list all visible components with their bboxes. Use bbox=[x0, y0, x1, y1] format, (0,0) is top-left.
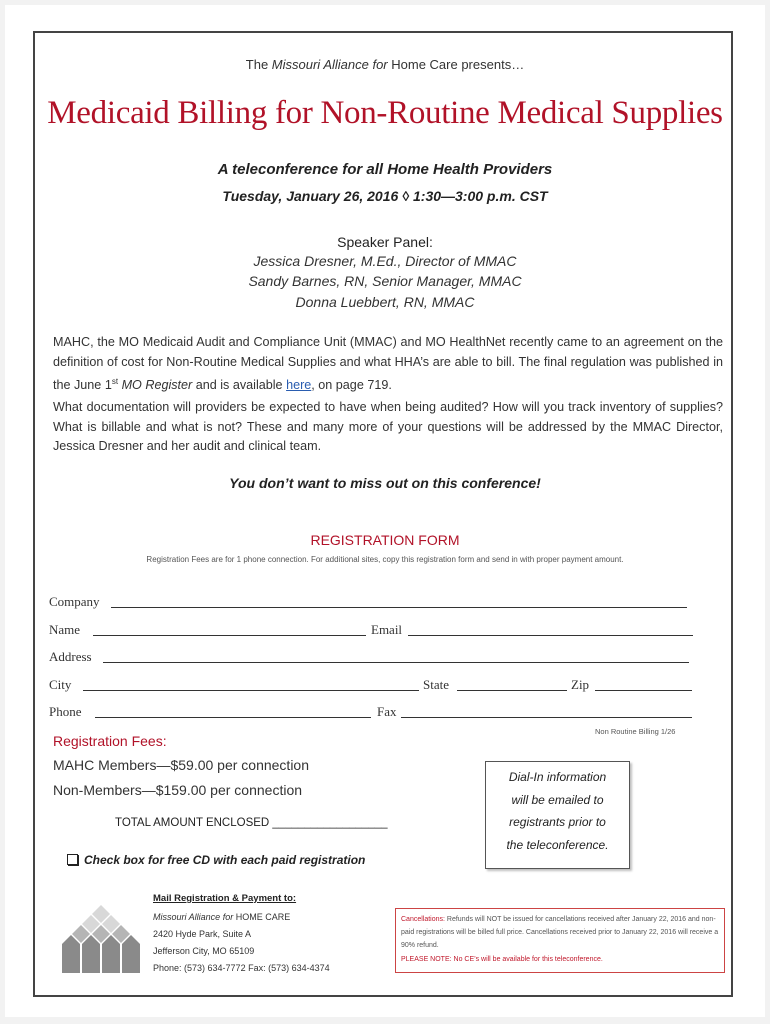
dialin-line-2: will be emailed to bbox=[511, 792, 604, 807]
dialin-line-1: Dial-In information bbox=[508, 770, 607, 784]
event-datetime: Tuesday, January 26, 2016 ◊ 1:30—3:00 p.m. CST bbox=[222, 188, 548, 204]
speaker-panel-heading: Speaker Panel: bbox=[337, 234, 433, 250]
ordinal-suffix: st bbox=[111, 377, 119, 386]
page-title: Medicaid Billing for Non-Routine Medical Supplies bbox=[47, 95, 723, 131]
company-field[interactable] bbox=[111, 607, 687, 608]
city-field[interactable] bbox=[83, 690, 419, 691]
city-label: City bbox=[49, 677, 72, 692]
ce-note: PLEASE NOTE: No CE’s will be available for this teleconference. bbox=[401, 956, 603, 963]
checkbox-label: Check box for free CD with each paid registration bbox=[84, 853, 366, 867]
presents-org: Missouri Alliance for bbox=[271, 57, 388, 72]
dialin-line-3: registrants prior to bbox=[509, 815, 606, 829]
cd-checkbox-row[interactable] bbox=[67, 853, 365, 867]
phone-label: Phone bbox=[49, 704, 82, 719]
email-field[interactable] bbox=[408, 635, 693, 636]
intro-paragraph bbox=[53, 333, 723, 396]
questions-paragraph: What documentation will providers be expected to have when being audited? How will you track inventory of supplies? What is billable and what is not? These and many more of your questions will be addressed by the MMAC Director, Jessica Dresner and her audit and clinical team. bbox=[53, 400, 723, 453]
address-label: Address bbox=[49, 649, 92, 664]
speaker-3: Donna Luebbert, RN, MMAC bbox=[295, 294, 475, 310]
fax-field[interactable] bbox=[401, 717, 692, 718]
total-amount: TOTAL AMOUNT ENCLOSED __________________ bbox=[115, 817, 388, 829]
dialin-line-4: the teleconference. bbox=[506, 837, 609, 852]
cancellation-box bbox=[395, 908, 725, 973]
cancellation-label: Cancellations: bbox=[401, 916, 445, 923]
mail-org bbox=[153, 912, 290, 922]
speaker-1: Jessica Dresner, M.Ed., Director of MMAC bbox=[253, 253, 517, 269]
mail-address-2: Jefferson City, MO 65109 bbox=[153, 946, 255, 956]
mail-org-italic: Missouri Alliance for bbox=[153, 912, 234, 922]
intro-text-3: , on page 719. bbox=[311, 378, 392, 393]
mail-heading: Mail Registration & Payment to: bbox=[153, 893, 297, 904]
registration-note: Registration Fees are for 1 phone connection. For additional sites, copy this registration form and send in with proper payment amount. bbox=[146, 555, 624, 564]
registration-heading: REGISTRATION FORM bbox=[310, 532, 460, 548]
mail-org-rest: HOME CARE bbox=[233, 912, 291, 922]
fax-label: Fax bbox=[377, 704, 397, 719]
mail-address-1: 2420 Hyde Park, Suite A bbox=[153, 929, 252, 939]
fees-heading: Registration Fees: bbox=[53, 733, 167, 749]
checkbox-icon[interactable] bbox=[67, 854, 78, 865]
zip-field[interactable] bbox=[595, 690, 692, 691]
cancellation-policy bbox=[401, 913, 719, 952]
email-label: Email bbox=[371, 622, 403, 637]
form-code: Non Routine Billing 1/26 bbox=[595, 727, 676, 736]
state-field[interactable] bbox=[457, 690, 567, 691]
fee-non-members: Non-Members—$159.00 per connection bbox=[53, 782, 303, 798]
dialin-note bbox=[485, 761, 630, 869]
state-label: State bbox=[423, 677, 449, 692]
phone-field[interactable] bbox=[95, 717, 371, 718]
flyer-page bbox=[5, 5, 765, 1017]
company-label: Company bbox=[49, 594, 100, 609]
presents-pre: The bbox=[245, 57, 272, 72]
subtitle: A teleconference for all Home Health Providers bbox=[217, 161, 553, 178]
speaker-2: Sandy Barnes, RN, Senior Manager, MMAC bbox=[248, 273, 522, 289]
zip-label: Zip bbox=[571, 677, 590, 692]
tagline: You don’t want to miss out on this conference! bbox=[229, 475, 541, 491]
cancellation-text: Refunds will NOT be issued for cancellations received after January 22, 2016 and non-paid registrations will be billed full price. Cancellations received prior to January 22, 2016 will receive a 90% refund. bbox=[401, 916, 719, 949]
address-field[interactable] bbox=[103, 662, 689, 663]
intro-text: MAHC, the MO Medicaid Audit and Compliance Unit (MMAC) and MO HealthNet recently came to an agreement on the definition of cost for Non-Routine Medical Supplies and what HHA’s are able to bill. The final regulation was published in the June 1 bbox=[53, 335, 723, 393]
name-field[interactable] bbox=[93, 635, 366, 636]
name-label: Name bbox=[49, 622, 81, 637]
intro-text-2: and is available bbox=[192, 378, 287, 393]
mahc-logo-icon bbox=[57, 903, 145, 975]
here-link[interactable]: here bbox=[286, 378, 312, 393]
presents-line bbox=[5, 57, 765, 72]
fee-members: MAHC Members—$59.00 per connection bbox=[53, 757, 310, 773]
mail-phone-fax: Phone: (573) 634-7772 Fax: (573) 634-4374 bbox=[153, 963, 330, 973]
mo-register: MO Register bbox=[121, 378, 193, 393]
presents-post: Home Care presents… bbox=[387, 57, 525, 72]
